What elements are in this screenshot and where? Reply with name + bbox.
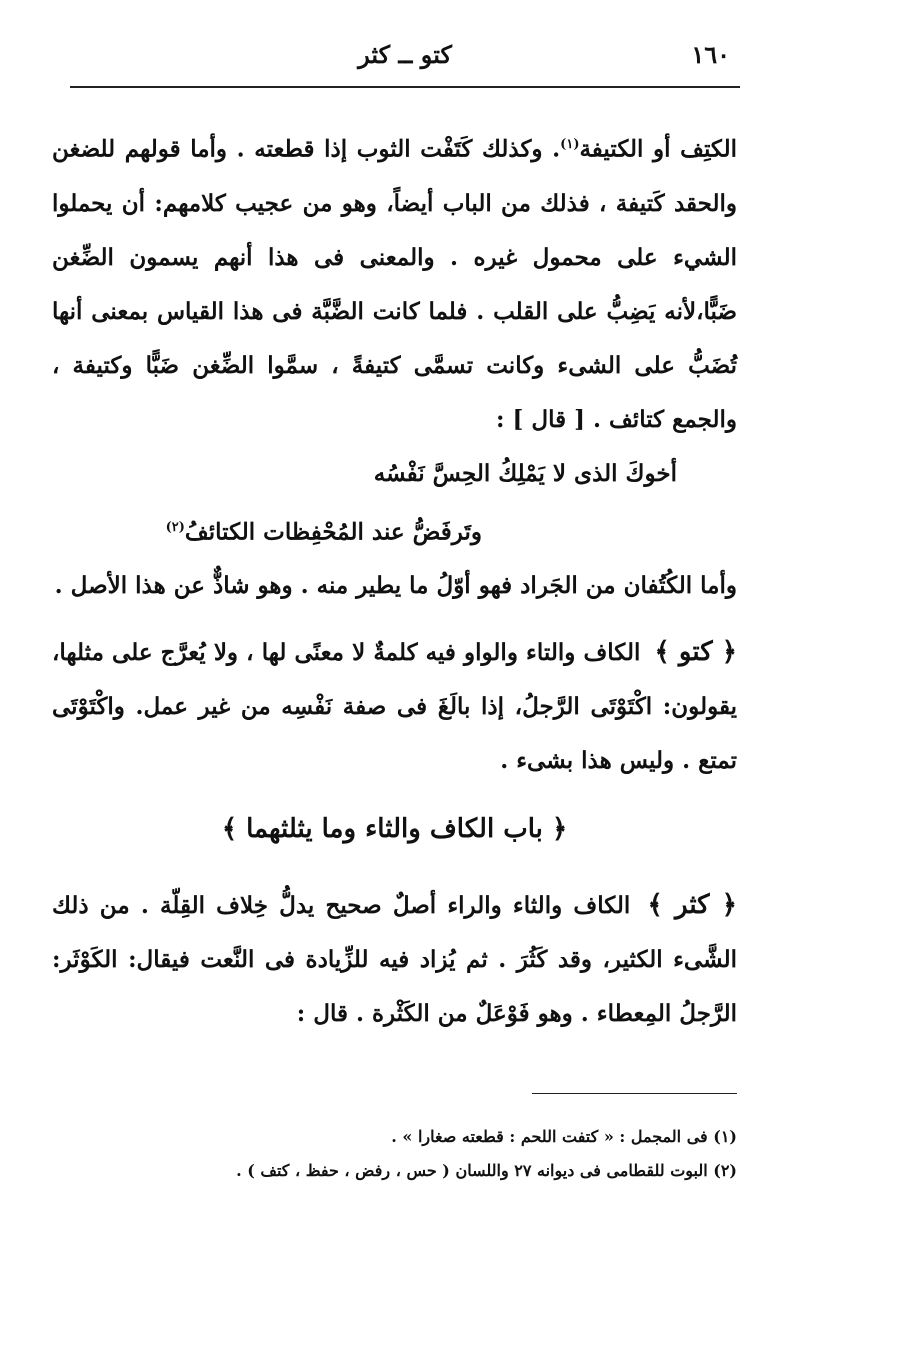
page-body [52,118,737,1041]
page-header [70,38,740,78]
footnotes [160,1120,737,1188]
paragraph-opening [52,118,737,447]
entry-kathar-head: ﴿ كثر ﴾ [647,890,737,921]
opening-words: الكتِف أو الكتيفة [579,135,738,163]
entry-kato-text: الكاف والتاء والواو فيه كلمةٌ لا معنًى لها ، ولا يُعرَّج على مثلها، يقولون: اكْتَوْتَى الرَّجلُ، إذا بالَغَ فى صفة نَفْسِه من غير عمل. واكْتَوْتَى تمتع . وليس هذا بشىء . [52,639,737,775]
verse-line-2 [52,501,737,560]
footnote-rule [532,1093,737,1094]
entry-kato-head: ﴿ كتو ﴾ [654,637,737,668]
verse-line-1: أخوكَ الذى لا يَمْلِكُ الحِسَّ نَفْسُه [373,459,677,487]
entry-kathar-text: الكاف والثاء والراء أصلٌ صحيح يدلُّ خِلاف القِلّة . من ذلك الشَّىء الكثير، وقد كَثُرَ . ثم يُزاد فيه للزِّيادة فى النَّعت فيقال: الكَوْثَر: الرَّجلُ المِعطاء . وهو فَوْعَلٌ من الكَثْرة . قال : [52,892,737,1028]
entry-kathar [52,878,737,1041]
chapter-title: ﴿ باب الكاف والثاء وما يثلثهما ﴾ [221,814,568,845]
header-rule [70,86,740,88]
footnote-ref-1: (١) [560,137,580,152]
running-title: كتو ــ كثر [358,40,452,69]
page-number: ١٦٠ [691,40,730,69]
opening-text: . وكذلك كَتَفْت الثوب إذا قطعته . وأما قولهم للضغن والحقد كَتيفة ، فذلك من الباب أيضاً، وهو من عجيب كلامهم: أن يحملوا الشيء على محمول غيره . والمعنى فى هذا أنهم يسمون الضِّغن ضَبًّا،لأنه يَضِبُّ على القلب . فلما كانت الضَّبَّة فى هذا القياس بمعنى أنها تُضَبُّ على الشىء وكانت تسمَّى كتيفةً ، سمَّوا الضِّغن ضَبًّا وكتيفة ، والجمع كتائف . [ قال ] : [52,135,737,433]
paragraph-after-verse: وأما الكُتُفان من الجَراد فهو أوّلُ ما يطير منه . وهو شاذٌّ عن هذا الأصل . [54,572,737,600]
footnote-2: (٢) البوت للقطامى فى ديوانه ٢٧ واللسان ( حس ، رفض ، حفظ ، كتف ) . [236,1161,737,1180]
verse-line-2-text: وتَرفَضُّ عند المُحْفِظات الكتائفُ [184,518,482,546]
spacer [52,613,737,625]
footnote-ref-2: (٢) [165,519,185,535]
footnote-1: (١) فى المجمل : « كتفت اللحم : قطعته صغارا » . [391,1127,737,1146]
entry-kato [52,625,737,788]
